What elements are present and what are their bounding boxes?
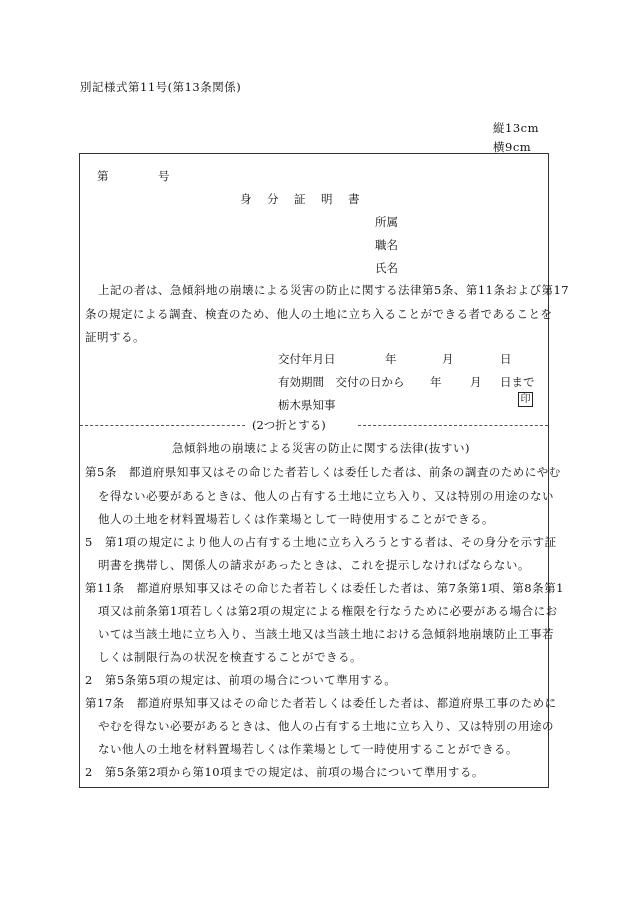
law-line: 第5条 都道府県知事又はその命じた者若しくは委任した者は、前条の調査のためにやむ [85,465,561,479]
law-line: いては当該土地に立ち入り、当該土地又は当該土地における急傾斜地崩壊防止工事若 [98,627,554,641]
validity-until: 日まで [500,375,535,389]
validity-label: 有効期間 交付の日から [278,375,405,389]
certificate-title: 身 分 証 明 書 [240,192,362,206]
fold-label: (2つ折とする) [252,418,326,432]
form-reference: 別記様式第11号(第13条関係) [80,80,242,94]
law-line: 5 第1項の規定により他人の占有する土地に立ち入ろうとする者は、その身分を示す証 [85,535,557,549]
law-line: 明書を携帯し、関係人の請求があったときは、これを提示しなければならない。 [98,558,530,572]
seal-mark: 印 [518,392,533,407]
fold-line [80,417,548,433]
position-label: 職名 [375,238,398,252]
issue-date-label: 交付年月日 [278,352,336,366]
issue-day: 日 [500,352,512,366]
law-line: 第17条 都道府県知事又はその命じた者若しくは委任した者は、都道府県工事のために [85,696,557,710]
law-line: 他人の土地を材料置場若しくは作業場として一時使用することができる。 [98,512,494,526]
law-line: ない他人の土地を材料置場若しくは作業場として一時使用することができる。 [98,742,518,756]
size-width: 横9cm [493,140,532,154]
issue-month: 月 [442,352,454,366]
number-prefix: 第 [97,169,109,183]
affiliation-label: 所属 [375,215,398,229]
fold-dash-left [80,425,245,426]
law-line: 第11条 都道府県知事又はその命じた者若しくは委任した者は、第7条第1項、第8条第1 [85,581,564,595]
name-label: 氏名 [375,261,398,275]
body-line-3: 証明する。 [85,330,145,344]
law-line: を得ない必要があるときは、他人の占有する土地に立ち入り、又は特別の用途のない [98,489,554,503]
size-height: 縦13cm [493,121,539,135]
number-suffix: 号 [158,169,170,183]
law-title: 急傾斜地の崩壊による災害の防止に関する法律(抜すい) [172,441,470,455]
fold-dash-right [358,425,548,426]
law-line: しくは制限行為の状況を検査することができる。 [98,650,362,664]
body-line-1: 上記の者は、急傾斜地の崩壊による災害の防止に関する法律第5条、第11条および第17 [98,283,570,297]
law-line: やむを得ない必要があるときは、他人の占有する土地に立ち入り、又は特別の用途の [98,719,554,733]
law-line: 2 第5条第2項から第10項までの規定は、前項の場合について準用する。 [85,765,484,779]
issuer: 栃木県知事 [278,398,336,412]
validity-month: 月 [470,375,482,389]
validity-year: 年 [430,375,442,389]
certificate-frame [79,153,570,788]
body-line-2: 条の規定による調査、検査のため、他人の土地に立ち入ることができる者であることを [85,307,553,321]
law-line: 2 第5条第5項の規定は、前項の場合について準用する。 [85,673,397,687]
law-line: 項又は前条第1項若しくは第2項の規定による権限を行なうために必要がある場合にお [98,604,558,618]
issue-year: 年 [385,352,397,366]
